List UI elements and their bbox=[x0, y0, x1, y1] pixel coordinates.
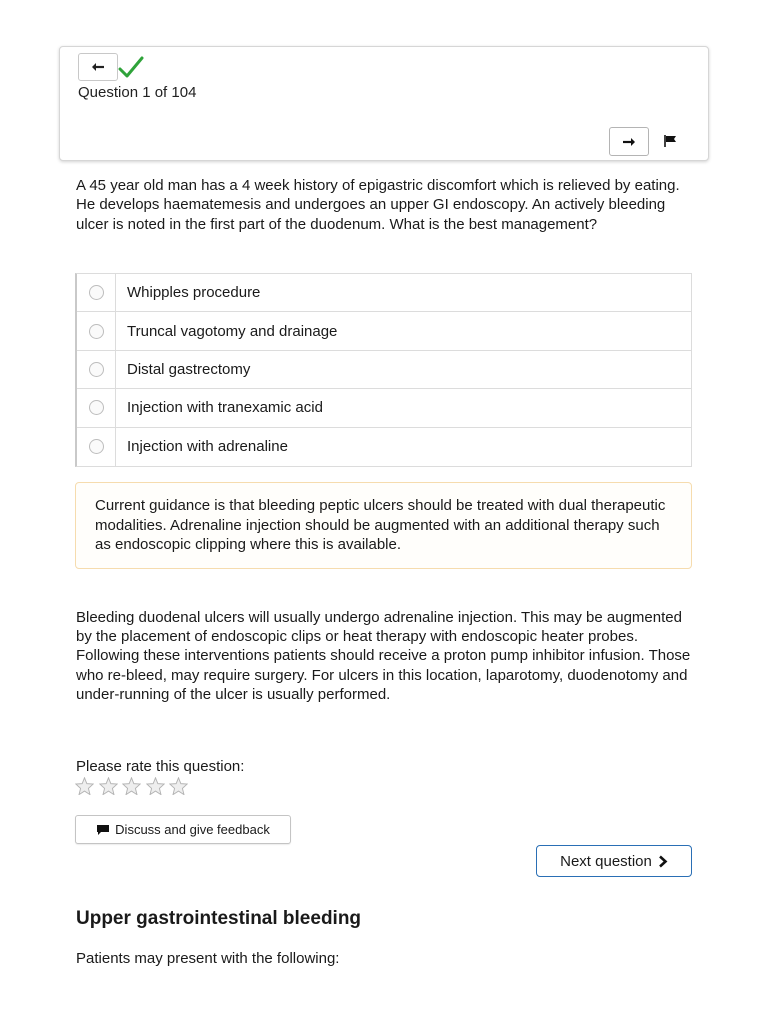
arrow-right-icon bbox=[622, 137, 636, 147]
forward-button[interactable] bbox=[609, 127, 649, 156]
radio-button[interactable] bbox=[89, 400, 104, 415]
star-rating bbox=[75, 777, 188, 795]
radio-button[interactable] bbox=[89, 362, 104, 377]
discuss-feedback-button[interactable] bbox=[75, 815, 291, 844]
question-text: A 45 year old man has a 4 week history of epigastric discomfort which is relieved by eating. He develops haematemesis and undergoes an upper GI endoscopy. An actively bleeding ulcer is noted in the first part of the duodenum. What is the best management? bbox=[76, 177, 680, 233]
answer-label: Injection with adrenaline bbox=[127, 438, 288, 456]
radio-cell bbox=[77, 351, 116, 388]
comment-icon bbox=[96, 824, 110, 836]
answer-option-2[interactable] bbox=[77, 312, 691, 350]
rating-label: Please rate this question: bbox=[76, 758, 245, 775]
flag-icon bbox=[664, 135, 677, 147]
radio-button[interactable] bbox=[89, 324, 104, 339]
radio-cell bbox=[77, 274, 116, 311]
star-icon[interactable] bbox=[122, 777, 141, 795]
star-icon[interactable] bbox=[146, 777, 165, 795]
answer-list bbox=[75, 273, 692, 467]
radio-cell bbox=[77, 428, 116, 466]
radio-button[interactable] bbox=[89, 285, 104, 300]
question-counter: Question 1 of 104 bbox=[78, 84, 197, 101]
section-title: Upper gastrointestinal bleeding bbox=[76, 908, 362, 929]
star-icon[interactable] bbox=[75, 777, 94, 795]
back-button[interactable] bbox=[78, 53, 118, 81]
discuss-label: Discuss and give feedback bbox=[115, 822, 270, 837]
check-icon bbox=[118, 55, 144, 79]
arrow-left-icon bbox=[91, 62, 105, 72]
answer-option-1[interactable] bbox=[77, 274, 691, 312]
guidance-note: Current guidance is that bleeding peptic ulcers should be treated with dual therapeutic modalities. Adrenaline injection should be augmented with an additional therapy such as endoscopic clipping where this is available. bbox=[75, 482, 692, 569]
star-icon[interactable] bbox=[169, 777, 188, 795]
answer-option-4[interactable] bbox=[77, 389, 691, 427]
answer-label: Distal gastrectomy bbox=[127, 360, 251, 378]
radio-cell bbox=[77, 312, 116, 349]
next-question-button[interactable] bbox=[536, 845, 692, 877]
answer-option-3[interactable] bbox=[77, 351, 691, 389]
section-intro: Patients may present with the following: bbox=[76, 950, 340, 967]
radio-button[interactable] bbox=[89, 439, 104, 454]
answer-option-5[interactable] bbox=[77, 428, 691, 466]
explanation-text: Bleeding duodenal ulcers will usually undergo adrenaline injection. This may be augmented by the placement of endoscopic clips or heat therapy with endoscopic heater probes. Following these interventions patients should receive a proton pump inhibitor infusion. Those who re-bleed, may require surgery. For ulcers in this location, laparotomy, duodenotomy and under-running of the ulcer is usually performed. bbox=[76, 609, 691, 703]
chevron-right-icon bbox=[658, 855, 668, 868]
question-header bbox=[59, 46, 709, 161]
star-icon[interactable] bbox=[99, 777, 118, 795]
answer-label: Truncal vagotomy and drainage bbox=[127, 322, 338, 340]
radio-cell bbox=[77, 389, 116, 426]
answer-label: Injection with tranexamic acid bbox=[127, 399, 323, 417]
answer-label: Whipples procedure bbox=[127, 284, 261, 302]
flag-button[interactable] bbox=[660, 131, 680, 151]
next-label: Next question bbox=[560, 852, 652, 870]
